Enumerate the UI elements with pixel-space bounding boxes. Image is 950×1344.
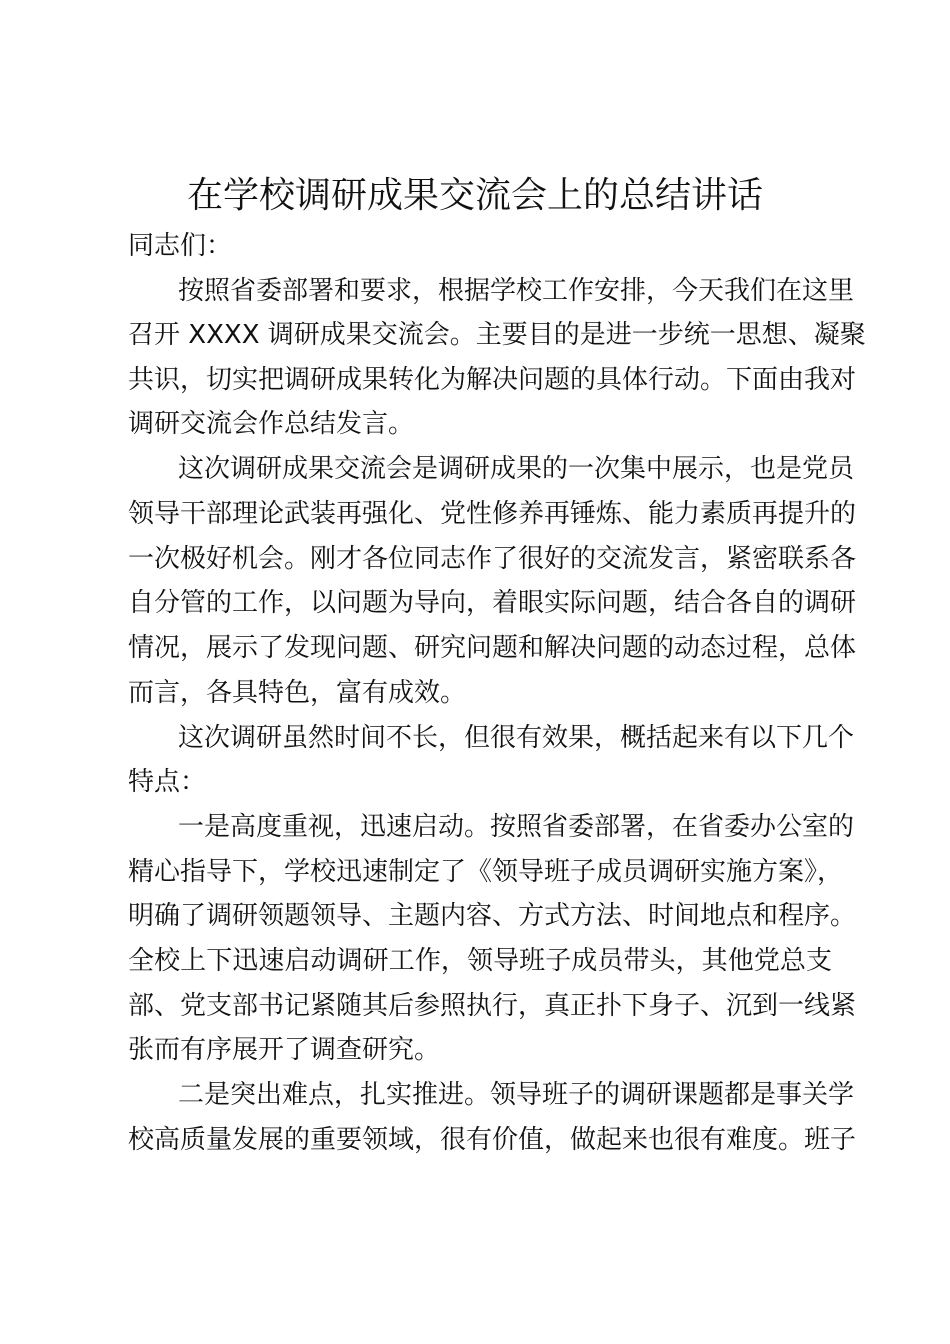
paragraph-line: 按照省委部署和要求，根据学校工作安排，今天我们在这里: [178, 276, 855, 306]
paragraph-line: 这次调研成果交流会是调研成果的一次集中展示，也是党员: [178, 454, 855, 484]
paragraph-line: 情况，展示了发现问题、研究问题和解决问题的动态过程，总体: [128, 633, 857, 663]
paragraph-line: 全校上下迅速启动调研工作，领导班子成员带头，其他党总支: [128, 946, 832, 976]
paragraph-line: 一次极好机会。刚才各位同志作了很好的交流发言，紧密联系各: [128, 544, 857, 574]
salutation: 同志们：: [128, 231, 233, 261]
paragraph-line: 而言，各具特色，富有成效。: [128, 678, 467, 708]
paragraph-line: 二是突出难点，扎实推进。领导班子的调研课题都是事关学: [178, 1080, 855, 1110]
paragraph-line: 一是高度重视，迅速启动。按照省委部署，在省委办公室的: [178, 812, 855, 842]
paragraph-line: 召开 XXXX 调研成果交流会。主要目的是进一步统一思想、凝聚: [128, 320, 866, 350]
paragraph-line: 领导干部理论武装再强化、党性修养再锤炼、能力素质再提升的: [128, 499, 857, 529]
paragraph-line: 这次调研虽然时间不长，但很有效果，概括起来有以下几个: [178, 723, 855, 753]
paragraph-line: 共识，切实把调研成果转化为解决问题的具体行动。下面由我对: [128, 365, 857, 395]
paragraph-line: 部、党支部书记紧随其后参照执行，真正扑下身子、沉到一线紧: [128, 991, 857, 1021]
document-title: 在学校调研成果交流会上的总结讲话: [186, 175, 763, 216]
paragraph-line: 自分管的工作，以问题为导向，着眼实际问题，结合各自的调研: [128, 588, 857, 618]
paragraph-line: 调研交流会作总结发言。: [128, 409, 415, 439]
paragraph-line: 张而有序展开了调查研究。: [128, 1035, 441, 1065]
paragraph-line: 精心指导下，学校迅速制定了《领导班子成员调研实施方案》，: [128, 857, 844, 887]
paragraph-line: 特点：: [128, 767, 207, 797]
paragraph-line: 明确了调研领题领导、主题内容、方式方法、时间地点和程序。: [128, 901, 857, 931]
paragraph-line: 校高质量发展的重要领域，很有价值，做起来也很有难度。班子: [128, 1125, 857, 1155]
